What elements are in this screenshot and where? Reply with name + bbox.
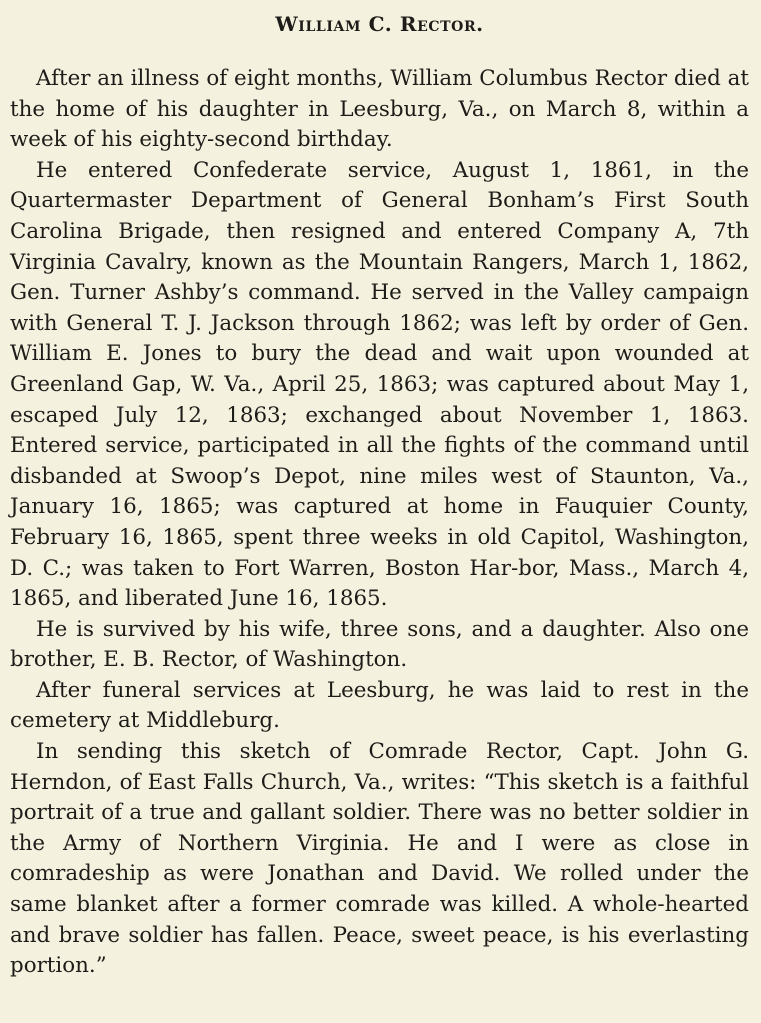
- paragraph-military-service: He entered Confederate service, August 1, 1861, in the Quartermaster Department of General Bonham’s First South Carolina Brigade, then resigned and entered Company A, 7th Virginia Cavalry, known as the Mountain Rangers, March 1, 1862, Gen. Turner Ashby’s command. He served in the Valley campaign with General T. J. Jackson through 1862; was left by order of Gen. William E. Jones to bury the dead and wait upon wounded at Greenland Gap, W. Va., April 25, 1863; was captured about May 1, escaped July 12, 1863; exchanged about November 1, 1863. Entered service, participated in all the fights of the command until disbanded at Swoop’s Depot, nine miles west of Staunton, Va., January 16, 1865; was captured at home in Fauquier County, February 16, 1865, spent three weeks in old Capitol, Washington, D. C.; was taken to Fort Warren, Boston Har-bor, Mass., March 4, 1865, and liberated June 16, 1865.: [10, 157, 749, 612]
- paragraph-survivors: He is survived by his wife, three sons, and a daughter. Also one brother, E. B. Rector, of Washington.: [10, 616, 749, 673]
- paragraph-illness-and-death: After an illness of eight months, William Columbus Rector died at the home of his daughter in Leesburg, Va., on March 8, within a week of his eighty-second birthday.: [10, 66, 749, 153]
- paragraph-burial: After funeral services at Leesburg, he was laid to rest in the cemetery at Middleburg.: [10, 677, 749, 734]
- paragraph-tribute-quote: In sending this sketch of Comrade Rector, Capt. John G. Herndon, of East Falls Church, Va., writes: “This sketch is a faithful portrait of a true and gallant soldier. There was no better soldier in the Army of Northern Virginia. He and I were as close in comradeship as were Jonathan and David. We rolled under the same blanket after a former comrade was killed. A whole-hearted and brave soldier has fallen. Peace, sweet peace, is his everlasting portion.”: [10, 739, 749, 979]
- obituary-title: William C. Rector.: [275, 12, 484, 36]
- obituary-body: [10, 64, 749, 982]
